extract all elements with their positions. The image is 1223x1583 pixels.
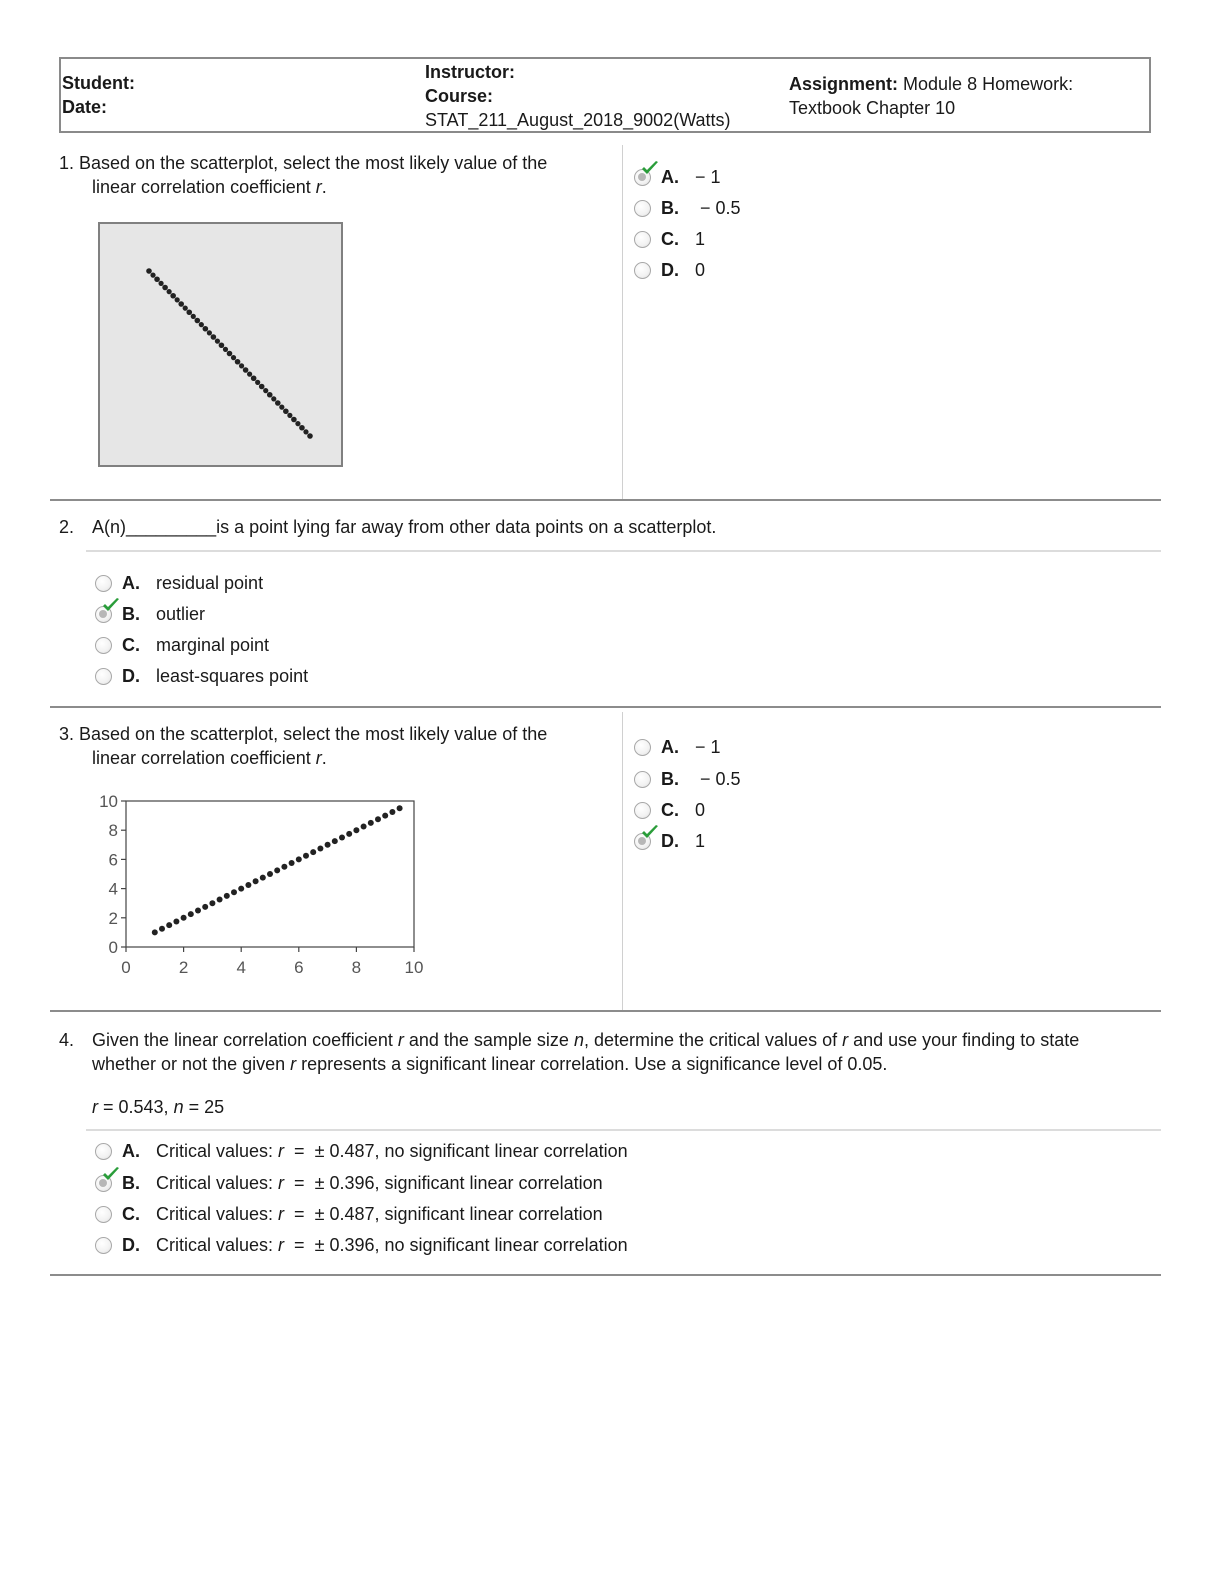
scatter-point <box>299 425 305 431</box>
option-prefix: Critical values: <box>156 1140 279 1161</box>
option-letter: B. <box>122 603 140 624</box>
scatter-point <box>195 908 201 914</box>
scatter-point <box>202 904 208 910</box>
scatter-point <box>227 351 233 357</box>
q3-var-r: r <box>315 748 322 768</box>
q4-given-values <box>92 1095 224 1119</box>
scatter-point <box>219 342 225 348</box>
q1-option-c[interactable] <box>634 226 705 252</box>
scatter-point <box>154 276 160 282</box>
q1-prompt-text: linear correlation coefficient <box>92 177 316 197</box>
scatter-point <box>296 856 302 862</box>
scatter-point <box>279 405 284 410</box>
option-equals: = <box>284 1172 315 1193</box>
option-text <box>156 1173 603 1194</box>
assignment-header <box>59 57 1151 133</box>
scatter-point <box>267 871 273 877</box>
check-icon <box>102 1167 120 1183</box>
q3-divider <box>50 1010 1161 1012</box>
q4-text: , determine the critical values of <box>583 1030 843 1050</box>
scatter-point <box>209 900 215 906</box>
scatter-point <box>361 824 367 830</box>
scatter-point <box>170 293 176 299</box>
scatter-point <box>281 864 287 870</box>
scatter-point <box>215 339 220 344</box>
option-letter: A. <box>661 736 679 757</box>
q1-scatter-svg <box>100 224 341 465</box>
option-text: least-squares point <box>156 665 309 686</box>
radio-button[interactable] <box>95 575 112 592</box>
scatter-point <box>310 849 316 855</box>
scatter-point <box>303 429 308 434</box>
x-tick-label: 4 <box>236 958 246 977</box>
option-text: − 0.5 <box>695 197 741 218</box>
option-letter: B. <box>661 768 679 789</box>
scatter-point <box>271 396 276 401</box>
scatter-point <box>353 827 359 833</box>
option-letter: C. <box>661 228 679 249</box>
y-tick-label: 6 <box>108 850 118 870</box>
scatter-point <box>283 408 289 414</box>
assignment-value-line2: Textbook Chapter 10 <box>789 98 956 118</box>
q2-option-c[interactable] <box>95 632 269 658</box>
scatter-point <box>289 860 295 866</box>
option-text: − 0.5 <box>695 768 741 789</box>
scatter-point <box>275 400 281 406</box>
q4-var-n: n <box>173 1097 184 1117</box>
radio-button[interactable] <box>95 1143 112 1160</box>
scatter-point <box>243 367 249 373</box>
scatter-point <box>307 433 313 439</box>
check-icon <box>102 598 120 614</box>
q1-option-b[interactable] <box>634 195 741 221</box>
option-letter: D. <box>122 665 140 686</box>
scatter-point <box>167 289 172 294</box>
q1-divider <box>50 499 1161 501</box>
scatter-point <box>186 309 192 315</box>
x-tick-label: 0 <box>121 958 131 977</box>
radio-button[interactable] <box>634 169 651 186</box>
scatter-point <box>238 886 244 892</box>
option-letter: B. <box>661 197 679 218</box>
option-text: 0 <box>695 259 706 280</box>
q3-option-b[interactable] <box>634 766 741 792</box>
option-letter: A. <box>661 166 679 187</box>
q2-number: 2. <box>59 517 75 537</box>
radio-button[interactable] <box>95 1237 112 1254</box>
option-letter: B. <box>122 1172 140 1193</box>
scatter-point <box>173 918 179 924</box>
y-tick-label: 0 <box>108 938 118 957</box>
scatter-point <box>382 813 388 819</box>
course-value: STAT_211_August_2018_9002(Watts) <box>425 110 731 130</box>
scatter-point <box>175 297 180 302</box>
scatter-point <box>203 326 209 332</box>
scatter-point <box>183 306 188 311</box>
date-label: Date: <box>62 97 108 117</box>
option-letter: C. <box>122 634 140 655</box>
q3-option-d[interactable] <box>634 828 705 854</box>
radio-button[interactable] <box>95 637 112 654</box>
q2-option-d[interactable] <box>95 663 308 689</box>
radio-button[interactable] <box>634 771 651 788</box>
scatter-point <box>263 388 268 393</box>
scatter-point <box>239 363 244 368</box>
scatter-point <box>223 347 228 352</box>
q4-prompt-line2 <box>92 1052 887 1076</box>
option-var-r: r <box>278 1172 285 1193</box>
radio-button[interactable] <box>634 802 651 819</box>
option-var-r: r <box>278 1140 285 1161</box>
option-letter: D. <box>661 830 679 851</box>
option-text: marginal point <box>156 634 270 655</box>
q4-var-r: r <box>397 1030 404 1050</box>
scatter-point <box>274 867 280 873</box>
scatter-point <box>158 281 163 286</box>
scatter-point <box>199 322 204 327</box>
y-tick-label: 2 <box>108 908 118 928</box>
q1-option-a[interactable] <box>634 164 721 190</box>
radio-button[interactable] <box>634 262 651 279</box>
scatter-point <box>217 897 223 903</box>
q4-var-r: r <box>92 1097 98 1117</box>
option-text: − 1 <box>695 166 721 187</box>
radio-button[interactable] <box>634 739 651 756</box>
q2-divider <box>50 706 1161 708</box>
q4-text: whether or not the given <box>92 1054 291 1074</box>
option-letter: C. <box>122 1203 140 1224</box>
q4-option-b[interactable] <box>95 1170 603 1196</box>
q1-var-r: r <box>315 177 322 197</box>
radio-button[interactable] <box>95 606 112 623</box>
option-text <box>156 1141 628 1162</box>
option-text: outlier <box>156 603 206 624</box>
option-text: 1 <box>695 228 706 249</box>
scatter-point <box>325 842 331 848</box>
q2-option-a[interactable] <box>95 570 263 596</box>
scatter-point <box>255 380 260 385</box>
radio-button[interactable] <box>634 231 651 248</box>
scatter-point <box>303 853 309 859</box>
check-icon <box>641 161 659 177</box>
scatter-point <box>259 384 265 390</box>
scatter-point <box>397 805 403 811</box>
q2-prompt-prefix: A(n) <box>92 517 127 537</box>
scatter-point <box>247 372 252 377</box>
q4-number: 4. <box>59 1030 75 1050</box>
scatter-point <box>231 889 237 895</box>
q4-option-a[interactable] <box>95 1138 628 1164</box>
scatter-point <box>260 875 266 881</box>
option-prefix: Critical values: <box>156 1172 279 1193</box>
scatter-point <box>332 838 338 844</box>
instructor-label: Instructor: <box>425 62 515 82</box>
scatter-point <box>251 375 257 381</box>
option-value: ± 0.487, significant linear correlation <box>314 1203 603 1224</box>
scatter-point <box>181 915 187 921</box>
option-equals: = <box>284 1203 315 1224</box>
q4-text: represents a significant linear correlation. Use a significance level of 0.05. <box>296 1054 888 1074</box>
x-tick-label: 8 <box>351 958 362 977</box>
option-var-r: r <box>278 1203 285 1224</box>
q3-option-a[interactable] <box>634 734 721 760</box>
q4-prompt-rule <box>86 1129 1161 1131</box>
q2-prompt-suffix: is a point lying far away from other data points on a scatterplot. <box>216 517 717 537</box>
scatter-point <box>375 816 381 822</box>
scatter-point <box>178 301 184 307</box>
q1-option-d[interactable] <box>634 257 705 283</box>
option-value: ± 0.396, no significant linear correlation <box>314 1234 628 1255</box>
scatter-point <box>368 820 374 826</box>
option-text: 0 <box>695 799 706 820</box>
q2-option-b[interactable] <box>95 601 205 627</box>
q1-prompt-period: . <box>321 177 327 197</box>
option-text <box>156 1204 603 1225</box>
q2-prompt-rule <box>86 550 1161 552</box>
option-var-r: r <box>278 1234 285 1255</box>
radio-button[interactable] <box>634 200 651 217</box>
q3-prompt-line2 <box>92 746 327 770</box>
option-value: ± 0.487, no significant linear correlation <box>314 1140 628 1161</box>
q4-r-value: = 0.543, <box>98 1097 174 1117</box>
x-tick-label: 2 <box>178 958 189 977</box>
assignment-title <box>789 72 1073 96</box>
option-letter: A. <box>122 1140 140 1161</box>
q3-column-divider <box>622 712 623 1010</box>
scatter-point <box>162 285 168 291</box>
scatter-point <box>389 809 395 815</box>
option-letter: D. <box>122 1234 140 1255</box>
option-letter: C. <box>661 799 679 820</box>
q4-text: and the sample size <box>403 1030 574 1050</box>
q4-var-n: n <box>573 1030 584 1050</box>
scatter-point <box>224 893 230 899</box>
q4-option-d[interactable] <box>95 1232 628 1258</box>
radio-button[interactable] <box>95 1206 112 1223</box>
scatter-point <box>339 835 345 841</box>
radio-button[interactable] <box>95 668 112 685</box>
q4-option-c[interactable] <box>95 1201 603 1227</box>
scatter-point <box>295 421 300 426</box>
scatter-point <box>207 330 212 335</box>
q2-blank: _________ <box>126 517 217 537</box>
student-label: Student: <box>62 73 135 93</box>
scatter-point <box>346 831 352 837</box>
scatter-point <box>152 929 158 935</box>
q4-var-r: r <box>290 1054 297 1074</box>
scatter-point <box>146 268 152 274</box>
q1-column-divider <box>622 145 623 499</box>
scatter-point <box>231 355 236 360</box>
y-tick-label: 4 <box>108 879 118 899</box>
assignment-label: Assignment: <box>789 74 899 94</box>
course-label: Course: <box>425 86 494 106</box>
scatter-point <box>253 878 259 884</box>
assignment-value: Module 8 Homework: <box>903 74 1074 94</box>
q1-prompt-line2 <box>92 175 327 199</box>
x-tick-label: 6 <box>294 958 304 977</box>
option-letter: A. <box>122 572 140 593</box>
option-text: 1 <box>695 830 706 851</box>
scatter-point <box>195 318 201 324</box>
q1-prompt-line1: 1. Based on the scatterplot, select the most likely value of the <box>59 153 548 173</box>
option-equals: = <box>284 1140 315 1161</box>
q4-divider <box>50 1274 1161 1276</box>
q4-var-r: r <box>842 1030 849 1050</box>
scatter-point <box>211 334 217 340</box>
scatter-point <box>291 417 297 423</box>
radio-button[interactable] <box>634 833 651 850</box>
q3-scatterplot <box>88 788 433 983</box>
scatter-point <box>267 392 273 398</box>
q3-prompt-text: linear correlation coefficient <box>92 748 316 768</box>
q3-option-c[interactable] <box>634 797 705 823</box>
check-icon <box>641 825 659 841</box>
q1-scatterplot <box>98 222 343 467</box>
scatter-point <box>245 882 251 888</box>
option-equals: = <box>284 1234 315 1255</box>
scatter-point <box>317 845 323 851</box>
scatter-point <box>159 926 165 932</box>
y-tick-label: 8 <box>108 821 118 841</box>
scatter-point <box>287 413 292 418</box>
q4-prompt-line1 <box>92 1028 1079 1052</box>
q4-n-value: = 25 <box>183 1097 225 1117</box>
option-text <box>156 1235 628 1256</box>
scatter-point <box>150 273 155 278</box>
scatter-point <box>235 359 241 365</box>
option-text: − 1 <box>695 736 721 757</box>
option-value: ± 0.396, significant linear correlation <box>314 1172 603 1193</box>
q3-prompt-period: . <box>321 748 327 768</box>
scatter-point <box>191 314 196 319</box>
option-prefix: Critical values: <box>156 1234 279 1255</box>
scatter-point <box>166 922 172 928</box>
option-letter: D. <box>661 259 679 280</box>
y-tick-label: 10 <box>99 792 118 811</box>
x-tick-label: 10 <box>404 958 424 977</box>
q4-text: and use your finding to state <box>848 1030 1080 1050</box>
q2-prompt <box>92 515 716 539</box>
option-prefix: Critical values: <box>156 1203 279 1224</box>
q4-text: Given the linear correlation coefficient <box>92 1030 398 1050</box>
q3-prompt-line1: 3. Based on the scatterplot, select the most likely value of the <box>59 724 548 744</box>
radio-button[interactable] <box>95 1175 112 1192</box>
scatter-point <box>188 911 194 917</box>
option-text: residual point <box>156 572 264 593</box>
